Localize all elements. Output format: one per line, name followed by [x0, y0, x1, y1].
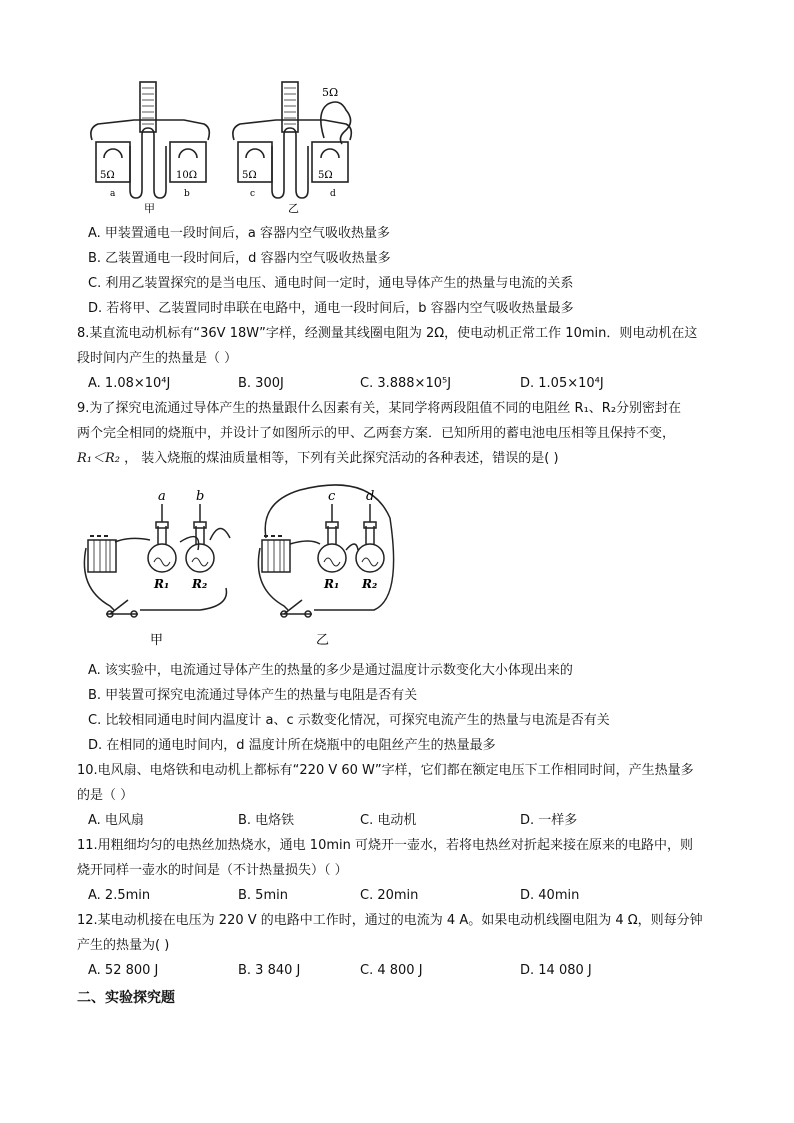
q9-fig-label-a: a	[158, 489, 166, 504]
q10-option-d[interactable]: D. 一样多	[520, 813, 578, 828]
q7-option-c[interactable]: C. 利用乙装置探究的是当电压、通电时间一定时，通电导体产生的热量与电流的关系	[88, 276, 574, 291]
q8-stem-line2: 段时间内产生的热量是（ ）	[77, 351, 238, 366]
q12-option-b[interactable]: B. 3 840 J	[238, 963, 301, 978]
fig1-right-r2: 5Ω	[318, 170, 333, 181]
fig1-label-b: b	[184, 189, 190, 199]
q8-option-c[interactable]: C. 3.888×10⁵J	[360, 376, 452, 391]
fig1-right-r1: 5Ω	[242, 170, 257, 181]
q9-option-d[interactable]: D. 在相同的通电时间内，d 温度计所在烧瓶中的电阻丝产生的热量最多	[88, 738, 496, 753]
q9-fig-label-d: d	[366, 489, 375, 504]
q8-stem-line1: 8.某直流电动机标有“36V 18W”字样，经测量其线圈电阻为 2Ω，使电动机正常工作 10min．则电动机在这	[77, 326, 698, 341]
q9-fig-left-caption: 甲	[150, 633, 164, 648]
q9-fig-right-caption: 乙	[316, 633, 330, 648]
fig1-label-a: a	[110, 189, 116, 199]
section-heading: 二、实验探究题	[77, 990, 175, 1006]
q10-options	[88, 812, 708, 830]
q8-options	[88, 375, 708, 393]
q9-fig-label-c: c	[328, 489, 336, 504]
q9-fig-left-r1: R₁	[154, 577, 170, 591]
q9-fig-left-r2: R₂	[192, 577, 208, 591]
q9-option-b[interactable]: B. 甲装置可探究电流通过导体产生的热量与电阻是否有关	[88, 688, 418, 703]
fig1-label-d: d	[330, 189, 336, 199]
q9-circuit-figure	[70, 478, 400, 650]
q10-option-b[interactable]: B. 电烙铁	[238, 813, 295, 828]
joule-apparatus-figure	[84, 80, 374, 215]
fig1-right-rtop: 5Ω	[322, 86, 339, 99]
q9-fig-label-b: b	[196, 489, 205, 504]
fig1-label-c: c	[250, 189, 256, 199]
fig1-left-r1: 5Ω	[100, 170, 115, 181]
q7-option-d[interactable]: D. 若将甲、乙装置同时串联在电路中，通电一段时间后，b 容器内空气吸收热量最多	[88, 301, 574, 316]
q11-option-d[interactable]: D. 40min	[520, 888, 580, 903]
q9-stem-line1: 9.为了探究电流通过导体产生的热量跟什么因素有关，某同学将两段阻值不同的电阻丝 R₁、R₂分别密封在	[77, 401, 682, 416]
fig1-right-caption: 乙	[288, 202, 299, 215]
q9-stem-line2: 两个完全相同的烧瓶中，并设计了如图所示的甲、乙两套方案．已知所用的蓄电池电压相等且保持不变，	[77, 426, 676, 441]
q7-option-a[interactable]: A. 甲装置通电一段时间后，a 容器内空气吸收热量多	[88, 226, 391, 241]
q10-stem-line2: 的是（ ）	[77, 788, 134, 803]
q12-option-d[interactable]: D. 14 080 J	[520, 963, 592, 978]
q10-option-c[interactable]: C. 电动机	[360, 813, 417, 828]
q11-stem-line1: 11.用粗细均匀的电热丝加热烧水，通电 10min 可烧开一壶水，若将电热丝对折起来接在原来的电路中，则	[77, 838, 693, 853]
fig1-left-r2: 10Ω	[176, 170, 198, 181]
q11-option-a[interactable]: A. 2.5min	[88, 888, 151, 903]
q8-option-d[interactable]: D. 1.05×10⁴J	[520, 376, 604, 391]
q7-option-b[interactable]: B. 乙装置通电一段时间后，d 容器内空气吸收热量多	[88, 251, 391, 266]
q9-fig-right-r2: R₂	[362, 577, 378, 591]
q11-options	[88, 887, 708, 905]
q9-inequality: R₁＜R₂	[77, 451, 120, 466]
q10-option-a[interactable]: A. 电风扇	[88, 813, 144, 828]
fig1-left-caption: 甲	[144, 202, 155, 215]
q9-stem-line3-text: ， 装入烧瓶的煤油质量相等，下列有关此探究活动的各种表述，错误的是( )	[120, 451, 559, 466]
q11-option-b[interactable]: B. 5min	[238, 888, 288, 903]
q9-stem-line3	[77, 450, 559, 468]
q8-option-a[interactable]: A. 1.08×10⁴J	[88, 376, 171, 391]
q9-fig-right-r1: R₁	[324, 577, 340, 591]
q8-option-b[interactable]: B. 300J	[238, 376, 284, 391]
q12-options	[88, 962, 708, 980]
q11-stem-line2: 烧开同样一壶水的时间是（不计热量损失）（ ）	[77, 863, 348, 878]
q9-option-c[interactable]: C. 比较相同通电时间内温度计 a、c 示数变化情况，可探究电流产生的热量与电流是否有关	[88, 713, 610, 728]
q12-stem-line2: 产生的热量为( )	[77, 938, 170, 953]
q12-option-a[interactable]: A. 52 800 J	[88, 963, 159, 978]
q11-option-c[interactable]: C. 20min	[360, 888, 419, 903]
q12-stem-line1: 12.某电动机接在电压为 220 V 的电路中工作时，通过的电流为 4 A。如果电动机线圈电阻为 4 Ω，则每分钟	[77, 913, 703, 928]
q12-option-c[interactable]: C. 4 800 J	[360, 963, 423, 978]
q10-stem-line1: 10.电风扇、电烙铁和电动机上都标有“220 V 60 W”字样，它们都在额定电压下工作相同时间，产生热量多	[77, 763, 694, 778]
q9-option-a[interactable]: A. 该实验中，电流通过导体产生的热量的多少是通过温度计示数变化大小体现出来的	[88, 663, 573, 678]
